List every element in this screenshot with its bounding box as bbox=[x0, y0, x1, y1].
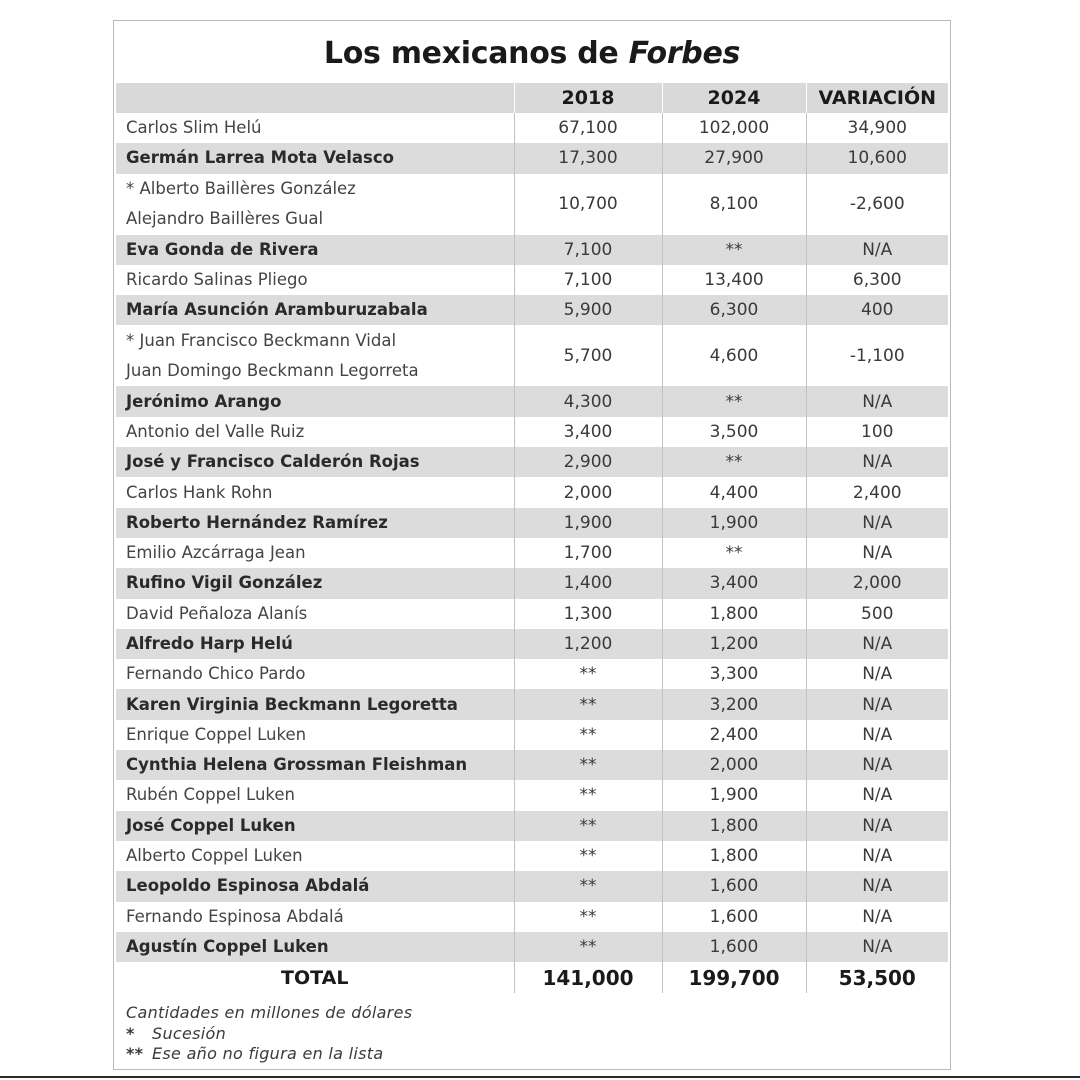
value-2024-cell: 1,600 bbox=[662, 902, 806, 932]
variacion-cell: 10,600 bbox=[806, 143, 948, 173]
person-name-line: Alfredo Harp Helú bbox=[126, 634, 293, 653]
person-name-line: Fernando Espinosa Abdalá bbox=[126, 906, 344, 926]
value-2018-cell: ** bbox=[514, 780, 662, 810]
table-row bbox=[116, 568, 948, 598]
person-name-line: Cynthia Helena Grossman Fleishman bbox=[126, 755, 468, 775]
value-2024-cell: 1,200 bbox=[662, 629, 806, 659]
variacion-cell: N/A bbox=[806, 235, 948, 265]
value-2024-cell: 102,000 bbox=[662, 113, 806, 143]
footnote-not-listed bbox=[126, 1044, 412, 1065]
variacion-cell: N/A bbox=[806, 841, 948, 871]
value-2018-cell: 1,900 bbox=[514, 508, 662, 538]
person-name-line: María Asunción Aramburuzabala bbox=[126, 300, 428, 320]
value-2018-cell: ** bbox=[514, 720, 662, 750]
person-name-cell bbox=[116, 841, 514, 871]
person-name-cell bbox=[116, 325, 514, 386]
person-name-line: * Juan Francisco Beckmann Vidal bbox=[126, 330, 397, 350]
table-row bbox=[116, 113, 948, 143]
person-name-line: Ricardo Salinas Pliego bbox=[126, 270, 308, 290]
footnote-double-text: Ese año no figura en la lista bbox=[152, 1044, 384, 1063]
person-name-cell bbox=[116, 417, 514, 447]
value-2018-cell: 1,200 bbox=[514, 629, 662, 659]
variacion-cell: N/A bbox=[806, 811, 948, 841]
value-2024-cell: 6,300 bbox=[662, 295, 806, 325]
table-row bbox=[116, 871, 948, 901]
table-row bbox=[116, 780, 948, 810]
person-name-cell bbox=[116, 780, 514, 810]
person-name-line: Roberto Hernández Ramírez bbox=[126, 512, 388, 532]
value-2018-cell: 4,300 bbox=[514, 386, 662, 416]
variacion-cell: 6,300 bbox=[806, 265, 948, 295]
person-name-cell bbox=[116, 932, 514, 962]
person-name-line: Leopoldo Espinosa Abdalá bbox=[126, 876, 370, 896]
table-row bbox=[116, 629, 948, 659]
footnote-double-mark: ** bbox=[126, 1044, 144, 1063]
value-2024-cell: 1,600 bbox=[662, 932, 806, 962]
person-name-line: Fernando Chico Pardo bbox=[126, 664, 306, 684]
person-name-cell bbox=[116, 629, 514, 659]
table-header-row bbox=[116, 83, 948, 113]
value-2018-cell: 17,300 bbox=[514, 143, 662, 173]
value-2024-cell: ** bbox=[662, 538, 806, 568]
value-2024-cell: ** bbox=[662, 235, 806, 265]
value-2018-cell: 1,700 bbox=[514, 538, 662, 568]
variacion-cell: N/A bbox=[806, 659, 948, 689]
person-name-line: David Peñaloza Alanís bbox=[126, 603, 308, 623]
person-name-line: Jerónimo Arango bbox=[126, 391, 282, 411]
variacion-cell: N/A bbox=[806, 871, 948, 901]
person-name-line: Agustín Coppel Luken bbox=[126, 936, 329, 956]
value-2018-cell: 5,900 bbox=[514, 295, 662, 325]
variacion-cell: 400 bbox=[806, 295, 948, 325]
table-row bbox=[116, 811, 948, 841]
variacion-cell: -1,100 bbox=[806, 325, 948, 386]
person-name-line: Carlos Hank Rohn bbox=[126, 482, 273, 502]
person-name-line: Eva Gonda de Rivera bbox=[126, 239, 319, 259]
col-header-name bbox=[116, 83, 514, 113]
variacion-cell: N/A bbox=[806, 629, 948, 659]
person-name-cell bbox=[116, 113, 514, 143]
value-2018-cell: ** bbox=[514, 902, 662, 932]
person-name-cell bbox=[116, 386, 514, 416]
variacion-cell: 34,900 bbox=[806, 113, 948, 143]
person-name-line: Emilio Azcárraga Jean bbox=[126, 543, 306, 563]
value-2024-cell: 4,400 bbox=[662, 477, 806, 507]
person-name-line: Carlos Slim Helú bbox=[126, 118, 262, 138]
table-row bbox=[116, 902, 948, 932]
person-name-cell bbox=[116, 265, 514, 295]
value-2024-cell: 3,500 bbox=[662, 417, 806, 447]
person-name-line: José y Francisco Calderón Rojas bbox=[126, 452, 420, 472]
table-row bbox=[116, 689, 948, 719]
person-name-line: Rubén Coppel Luken bbox=[126, 785, 295, 805]
person-name-line: Juan Domingo Beckmann Legorreta bbox=[126, 360, 419, 380]
person-name-cell bbox=[116, 720, 514, 750]
value-2018-cell: ** bbox=[514, 841, 662, 871]
variacion-cell: N/A bbox=[806, 902, 948, 932]
value-2024-cell: 1,900 bbox=[662, 508, 806, 538]
table-body bbox=[116, 113, 948, 962]
table-row bbox=[116, 265, 948, 295]
person-name-line: Karen Virginia Beckmann Legoretta bbox=[126, 694, 458, 714]
value-2024-cell: ** bbox=[662, 386, 806, 416]
table-row bbox=[116, 932, 948, 962]
value-2018-cell: 2,900 bbox=[514, 447, 662, 477]
person-name-line: Enrique Coppel Luken bbox=[126, 724, 307, 744]
person-name-cell bbox=[116, 143, 514, 173]
table-row bbox=[116, 599, 948, 629]
variacion-cell: N/A bbox=[806, 538, 948, 568]
value-2024-cell: 1,600 bbox=[662, 871, 806, 901]
value-2024-cell: 13,400 bbox=[662, 265, 806, 295]
col-header-2018: 2018 bbox=[514, 83, 662, 113]
footnote-units: Cantidades en millones de dólares bbox=[126, 1003, 413, 1022]
table-row bbox=[116, 508, 948, 538]
variacion-cell: N/A bbox=[806, 750, 948, 780]
person-name-cell bbox=[116, 295, 514, 325]
person-name-line: Germán Larrea Mota Velasco bbox=[126, 148, 394, 168]
person-name-cell bbox=[116, 811, 514, 841]
title-main: Los mexicanos de bbox=[323, 36, 619, 71]
title-brand: Forbes bbox=[628, 36, 741, 71]
value-2018-cell: 10,700 bbox=[514, 174, 662, 235]
footnote-single-text: Sucesión bbox=[152, 1023, 227, 1043]
value-2018-cell: 3,400 bbox=[514, 417, 662, 447]
value-2024-cell: 1,800 bbox=[662, 841, 806, 871]
value-2018-cell: 1,400 bbox=[514, 568, 662, 598]
person-name-cell bbox=[116, 750, 514, 780]
value-2018-cell: ** bbox=[514, 811, 662, 841]
table-row bbox=[116, 417, 948, 447]
person-name-cell bbox=[116, 174, 514, 235]
person-name-line: José Coppel Luken bbox=[126, 815, 296, 835]
person-name-cell bbox=[116, 689, 514, 719]
value-2018-cell: ** bbox=[514, 750, 662, 780]
variacion-cell: N/A bbox=[806, 447, 948, 477]
value-2024-cell: 1,900 bbox=[662, 780, 806, 810]
table-row bbox=[116, 750, 948, 780]
value-2024-cell: 8,100 bbox=[662, 174, 806, 235]
value-2024-cell: ** bbox=[662, 447, 806, 477]
value-2024-cell: 3,300 bbox=[662, 659, 806, 689]
variacion-cell: N/A bbox=[806, 720, 948, 750]
variacion-cell: N/A bbox=[806, 508, 948, 538]
variacion-cell: N/A bbox=[806, 386, 948, 416]
table-row bbox=[116, 143, 948, 173]
person-name-line: Alberto Coppel Luken bbox=[126, 846, 303, 866]
value-2018-cell: 67,100 bbox=[514, 113, 662, 143]
total-variacion: 53,500 bbox=[806, 962, 948, 993]
value-2024-cell: 3,200 bbox=[662, 689, 806, 719]
person-name-line: Rufino Vigil González bbox=[126, 573, 323, 593]
value-2024-cell: 2,000 bbox=[662, 750, 806, 780]
value-2018-cell: 1,300 bbox=[514, 599, 662, 629]
value-2024-cell: 2,400 bbox=[662, 720, 806, 750]
variacion-cell: 500 bbox=[806, 599, 948, 629]
table-row bbox=[116, 477, 948, 507]
variacion-cell: -2,600 bbox=[806, 174, 948, 235]
footnotes bbox=[126, 1003, 412, 1065]
variacion-cell: N/A bbox=[806, 689, 948, 719]
value-2018-cell: ** bbox=[514, 871, 662, 901]
person-name-line: * Alberto Baillères González bbox=[126, 179, 356, 199]
total-row bbox=[116, 962, 948, 993]
variacion-cell: 100 bbox=[806, 417, 948, 447]
value-2024-cell: 1,800 bbox=[662, 811, 806, 841]
value-2024-cell: 3,400 bbox=[662, 568, 806, 598]
total-2024: 199,700 bbox=[662, 962, 806, 993]
table-row bbox=[116, 386, 948, 416]
variacion-cell: 2,000 bbox=[806, 568, 948, 598]
value-2018-cell: ** bbox=[514, 932, 662, 962]
total-label: TOTAL bbox=[116, 962, 514, 993]
table-row bbox=[116, 841, 948, 871]
footnote-single-mark: * bbox=[126, 1023, 135, 1043]
bottom-divider bbox=[0, 1076, 1080, 1078]
person-name-cell bbox=[116, 235, 514, 265]
variacion-cell: N/A bbox=[806, 780, 948, 810]
value-2024-cell: 27,900 bbox=[662, 143, 806, 173]
person-name-cell bbox=[116, 447, 514, 477]
person-name-cell bbox=[116, 902, 514, 932]
table-row bbox=[116, 295, 948, 325]
table-row bbox=[116, 174, 948, 235]
value-2024-cell: 4,600 bbox=[662, 325, 806, 386]
table-row bbox=[116, 235, 948, 265]
person-name-cell bbox=[116, 599, 514, 629]
person-name-cell bbox=[116, 568, 514, 598]
table-row bbox=[116, 659, 948, 689]
footnote-succession bbox=[126, 1024, 412, 1045]
value-2018-cell: 7,100 bbox=[514, 265, 662, 295]
person-name-line: Antonio del Valle Ruiz bbox=[126, 421, 305, 441]
person-name-cell bbox=[116, 538, 514, 568]
col-header-2024: 2024 bbox=[662, 83, 806, 113]
billionaires-table bbox=[116, 83, 948, 993]
person-name-cell bbox=[116, 508, 514, 538]
value-2018-cell: ** bbox=[514, 659, 662, 689]
page-title bbox=[114, 21, 950, 83]
table-row bbox=[116, 325, 948, 386]
person-name-cell bbox=[116, 477, 514, 507]
table-row bbox=[116, 538, 948, 568]
document-card bbox=[113, 20, 951, 1070]
variacion-cell: N/A bbox=[806, 932, 948, 962]
person-name-cell bbox=[116, 871, 514, 901]
table-row bbox=[116, 720, 948, 750]
total-2018: 141,000 bbox=[514, 962, 662, 993]
value-2018-cell: 2,000 bbox=[514, 477, 662, 507]
person-name-cell bbox=[116, 659, 514, 689]
value-2018-cell: ** bbox=[514, 689, 662, 719]
person-name-line: Alejandro Baillères Gual bbox=[126, 209, 324, 229]
value-2018-cell: 5,700 bbox=[514, 325, 662, 386]
value-2018-cell: 7,100 bbox=[514, 235, 662, 265]
table-row bbox=[116, 447, 948, 477]
variacion-cell: 2,400 bbox=[806, 477, 948, 507]
value-2024-cell: 1,800 bbox=[662, 599, 806, 629]
col-header-variacion: VARIACIÓN bbox=[806, 83, 948, 113]
